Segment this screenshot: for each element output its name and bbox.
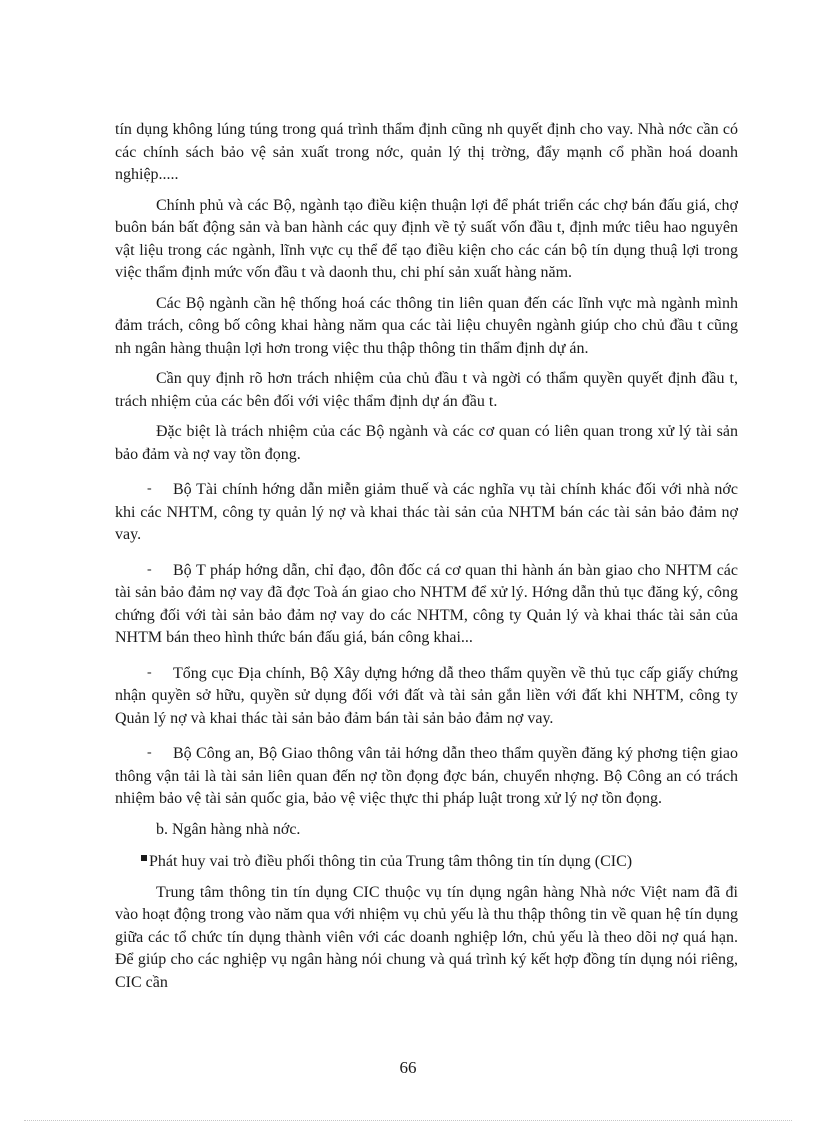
page-number: 66 — [399, 1058, 417, 1077]
paragraph-responsibility: Cần quy định rõ hơn trách nhiệm của chủ đầu t và ngời có thẩm quyền quyết định đầu t, trách nhiệm của các bên đối với việc thẩm định dự án đầu t. — [115, 370, 738, 410]
paragraph-cic: Trung tâm thông tin tín dụng CIC thuộc vụ tín dụng ngân hàng Nhà nớc Việt nam đã đi vào hoạt động trong vào năm qua với nhiệm vụ chủ yếu là thu thập thông tin về quan hệ tín dụng giữa các tổ chức tín dụng thành viên với các doanh nghiệp lớn, chủ yếu là theo dõi nợ quá hạn. Để giúp cho các nghiệp vụ ngân hàng nói chung và quá trình ký kết hợp đồng tín dụng nói riêng, CIC cần — [115, 883, 738, 991]
bullet-item-land — [115, 662, 738, 731]
bullet-item-justice — [115, 559, 738, 650]
bullet-text: Bộ Tài chính hớng dẫn miễn giảm thuế và các nghĩa vụ tài chính khác đối với nhà nớc khi các NHTM, công ty quản lý nợ và khai thác tài sản của NHTM bán các tài sản bảo đảm nợ vay. — [115, 481, 738, 543]
bullet-marker: - — [147, 481, 152, 496]
square-bullet-text: Phát huy vai trò điều phối thông tin của Trung tâm thông tin tín dụng (CIC) — [149, 853, 633, 870]
bullet-text: Bộ T pháp hớng dẫn, chỉ đạo, đôn đốc cá cơ quan thi hành án bàn giao cho NHTM các tài sản bảo đảm nợ vay đã đợc Toà án giao cho NHTM để xử lý. Hớng dẫn thủ tục đăng ký, công chứng đối với tài sản bảo đảm nợ vay do các NHTM, công ty Quản lý và khai thác tài sản của NHTM bán theo hình thức bán đấu giá, bán công khai... — [115, 561, 738, 646]
bullet-marker: - — [147, 664, 152, 680]
bullet-text: Bộ Công an, Bộ Giao thông vân tải hớng dẫn theo thẩm quyền đăng ký phơng tiện giao thông vận tải là tài sản liên quan đến nợ tồn đọng đợc bán, chuyển nhợng. Bộ Công an có trách nhiệm bảo vệ tài sản quốc gia, bảo vệ việc thực thi pháp luật trong xử lý nợ tồn đọng. — [115, 745, 738, 807]
paragraph-continuation: tín dụng không lúng túng trong quá trình thẩm định cũng nh quyết định cho vay. Nhà nớc cần có các chính sách bảo vệ sản xuất trong nớc, quản lý thị trờng, đẩy mạnh cổ phần hoá doanh nghiệp..... — [115, 121, 738, 183]
bullet-item-police — [115, 742, 738, 811]
bullet-text: Tổng cục Địa chính, Bộ Xây dựng hớng dẫ theo thẩm quyền về thủ tục cấp giấy chứng nhận quyền sở hữu, quyền sử dụng đối với đất và tài sản gắn liền với đất khi NHTM, công ty Quản lý nợ và khai thác tài sản bảo đảm bán tài sản bảo đảm nợ vay. — [115, 664, 738, 727]
paragraph-government: Chính phủ và các Bộ, ngành tạo điều kiện thuận lợi để phát triển các chợ bán đấu giá, chợ buôn bán bất động sản và ban hành các quy định về tỷ suất vốn đầu t, định mức tiêu hao nguyên vật liệu trong các ngành, lĩnh vực cụ thể để tạo điều kiện cho các cán bộ tín dụng thuậ lợi trong việc thẩm định mức vốn đầu t và daonh thu, chi phí sản xuất hàng năm. — [115, 196, 738, 281]
document-page — [115, 119, 738, 1002]
page-bottom-divider — [24, 1120, 792, 1121]
section-heading: b. Ngân hàng nhà nớc. — [156, 820, 301, 838]
paragraph-ministries: Các Bộ ngành cần hệ thống hoá các thông tin liên quan đến các lĩnh vực mà ngành mình đảm trách, công bố công khai hàng năm qua các tài liệu chuyên ngành giúp cho chủ đầu t cũng nh ngân hàng thuận lợi hơn trong việc thu thập thông tin thẩm định dự án. — [115, 294, 738, 357]
bullet-item-finance — [115, 478, 738, 547]
paragraph-special-responsibility: Đặc biệt là trách nhiệm của các Bộ ngành và các cơ quan có liên quan trong xử lý tài sản bảo đảm và nợ vay tồn đọng. — [115, 423, 738, 463]
bullet-marker: - — [147, 745, 152, 760]
square-bullet-item — [115, 851, 738, 874]
bullet-marker: - — [147, 561, 152, 577]
square-bullet-icon — [141, 855, 147, 861]
